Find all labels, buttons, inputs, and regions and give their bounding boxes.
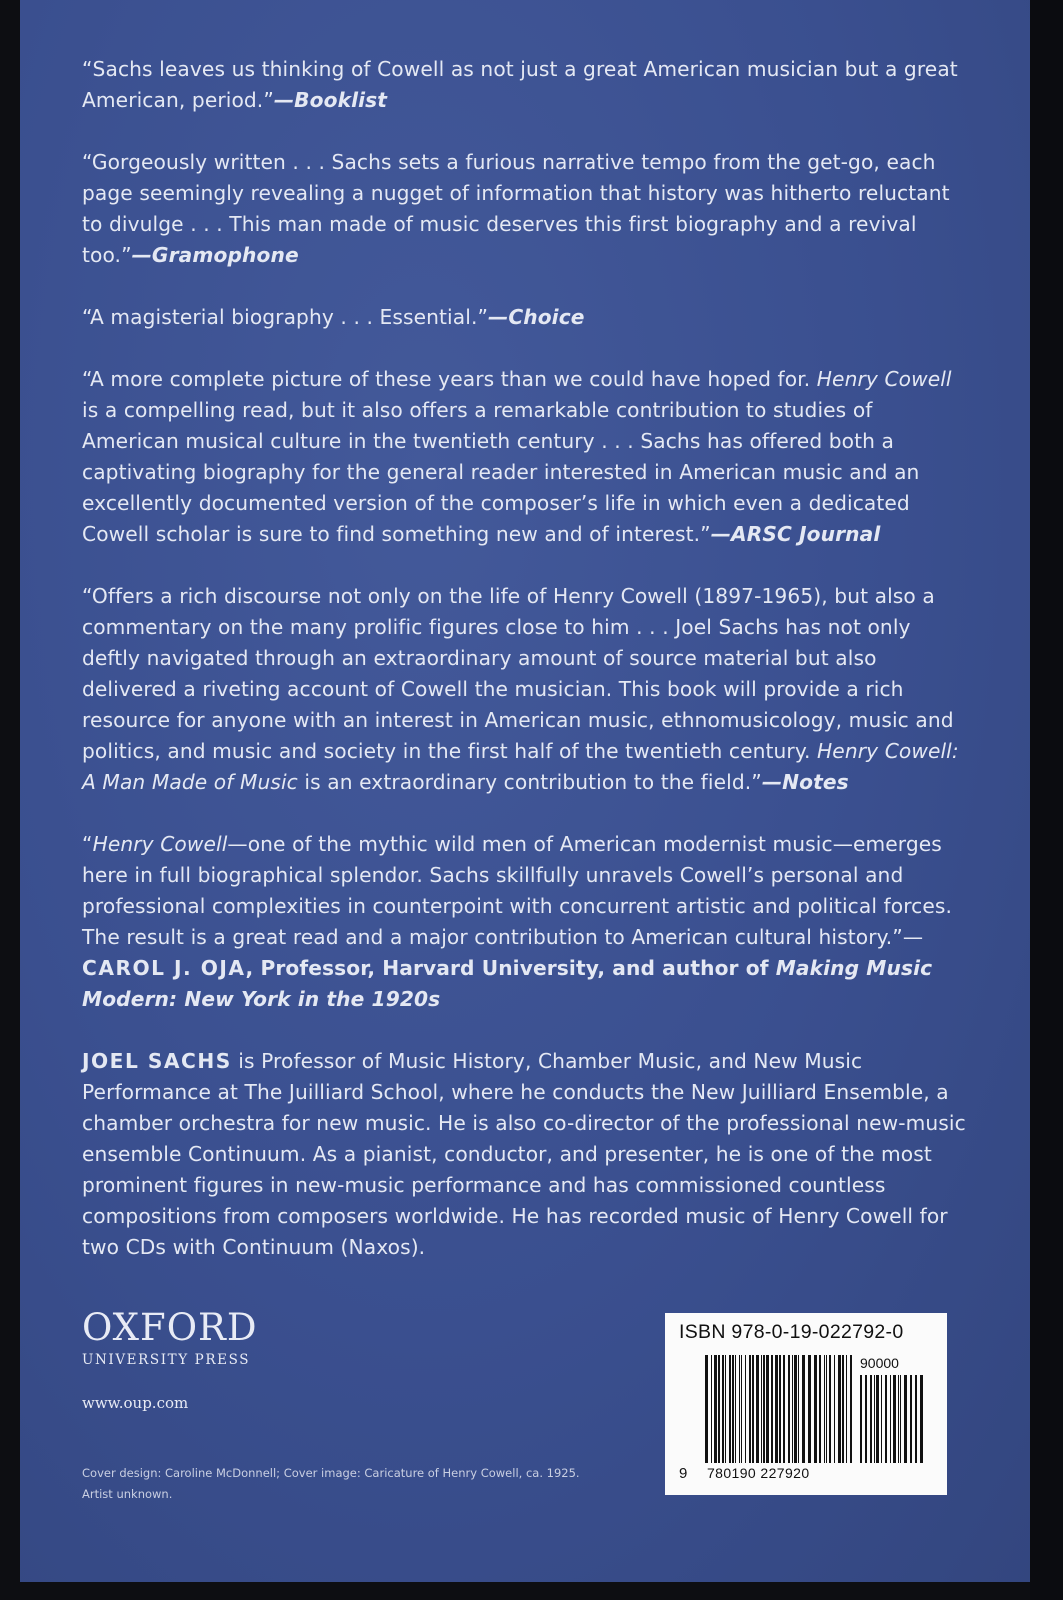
quote-choice (82, 302, 972, 333)
quote-text: “Offers a rich discourse not only on the life of Henry Cowell (1897-1965), but also a commentary on the many prolific figures close to him . . . Joel Sachs has not only deftly navigated through an extraordinary amount of source material but also delivered a riveting account of Cowell the musician. This book will provide a rich resource for anyone with an interest in American music, ethnomusicology, music and politics, and music and society in the first half of the twentieth century. (82, 584, 954, 763)
quote-source: —Notes (761, 770, 849, 794)
author-name: JOEL SACHS (82, 1049, 232, 1073)
price-code: 90000 (860, 1355, 899, 1371)
back-cover (20, 0, 1030, 1582)
quotes-section (82, 54, 972, 1294)
quote-text: is an extraordinary contribution to the field.” (297, 770, 762, 794)
cover-credits: Cover design: Caroline McDonnell; Cover image: Caricature of Henry Cowell, ca. 1925. Artist unknown. (82, 1466, 580, 1501)
quote-italic: Henry Cowell: A Man Made of Music (82, 739, 959, 794)
isbn-digits: 780190 227920 (707, 1465, 810, 1481)
quote-source: —Choice (488, 305, 585, 329)
quote-source: —ARSC Journal (710, 522, 881, 546)
isbn-first-digit: 9 (679, 1465, 688, 1482)
quote-text: “A more complete picture of these years than we could have hoped for. (82, 367, 817, 391)
quote-source-book: Making Music Modern: New York in the 1920s (82, 956, 933, 1011)
author-bio-text: is Professor of Music History, Chamber Music, and New Music Performance at The Juilliard School, where he conducts the New Juilliard Ensemble, a chamber orchestra for new music. He is also co-director of the professional new-music ensemble Continuum. As a pianist, conductor, and presenter, he is one of the most prominent figures in new-music performance and has commissioned countless compositions from composers worldwide. He has recorded music of Henry Cowell for two CDs with Continuum (Naxos). (82, 1049, 966, 1259)
quote-source: —Gramophone (131, 243, 299, 267)
quote-text: is a compelling read, but it also offers a remarkable contribution to studies of American musical culture in the twentieth century . . . Sachs has offered both a captivating biography for the general reader interested in American music and an excellently documented version of the composer’s life in which even a dedicated Cowell scholar is sure to find something new and of interest.” (82, 398, 920, 546)
quote-gramophone (82, 147, 972, 271)
quote-text: “Gorgeously written . . . Sachs sets a furious narrative tempo from the get-go, each page seemingly revealing a nugget of information that history was hitherto reluctant to divulge . . . This man made of music deserves this first biography and a revival too.” (82, 150, 950, 267)
barcode-icon (705, 1355, 855, 1463)
publisher-logo (82, 1308, 258, 1368)
quote-text: “Sachs leaves us thinking of Cowell as not just a great American musician but a great American, period.” (82, 57, 958, 112)
quote-italic: Henry Cowell (816, 367, 952, 391)
quote-italic: Henry Cowell (92, 832, 228, 856)
publisher-name: OXFORD (82, 1306, 258, 1349)
quote-text: “ (82, 832, 93, 856)
quote-booklist (82, 54, 972, 116)
quote-oja (82, 829, 972, 1015)
page-edge (1030, 0, 1063, 1600)
quote-source: —Booklist (273, 88, 388, 112)
quote-source-name: CAROL J. OJA (82, 956, 246, 980)
quote-notes (82, 581, 972, 798)
quote-text: “A magisterial biography . . . Essential.” (82, 305, 489, 329)
quote-arsc (82, 364, 972, 550)
author-bio (82, 1046, 972, 1263)
barcode-label (665, 1313, 947, 1495)
publisher-press: UNIVERSITY PRESS (82, 1352, 251, 1368)
isbn-text: ISBN 978-0-19-022792-0 (679, 1321, 904, 1343)
price-barcode-icon (860, 1375, 926, 1463)
quote-source-role: , Professor, Harvard University, and author of (245, 956, 776, 980)
quote-text: —one of the mythic wild men of American modernist music—emerges here in full biographical splendor. Sachs skillfully unravels Cowell’s personal and professional complexities in counterpoint with concurrent artistic and political forces. The result is a great read and a major contribution to American cultural history.”— (82, 832, 953, 949)
publisher-url: www.oup.com (82, 1394, 189, 1412)
